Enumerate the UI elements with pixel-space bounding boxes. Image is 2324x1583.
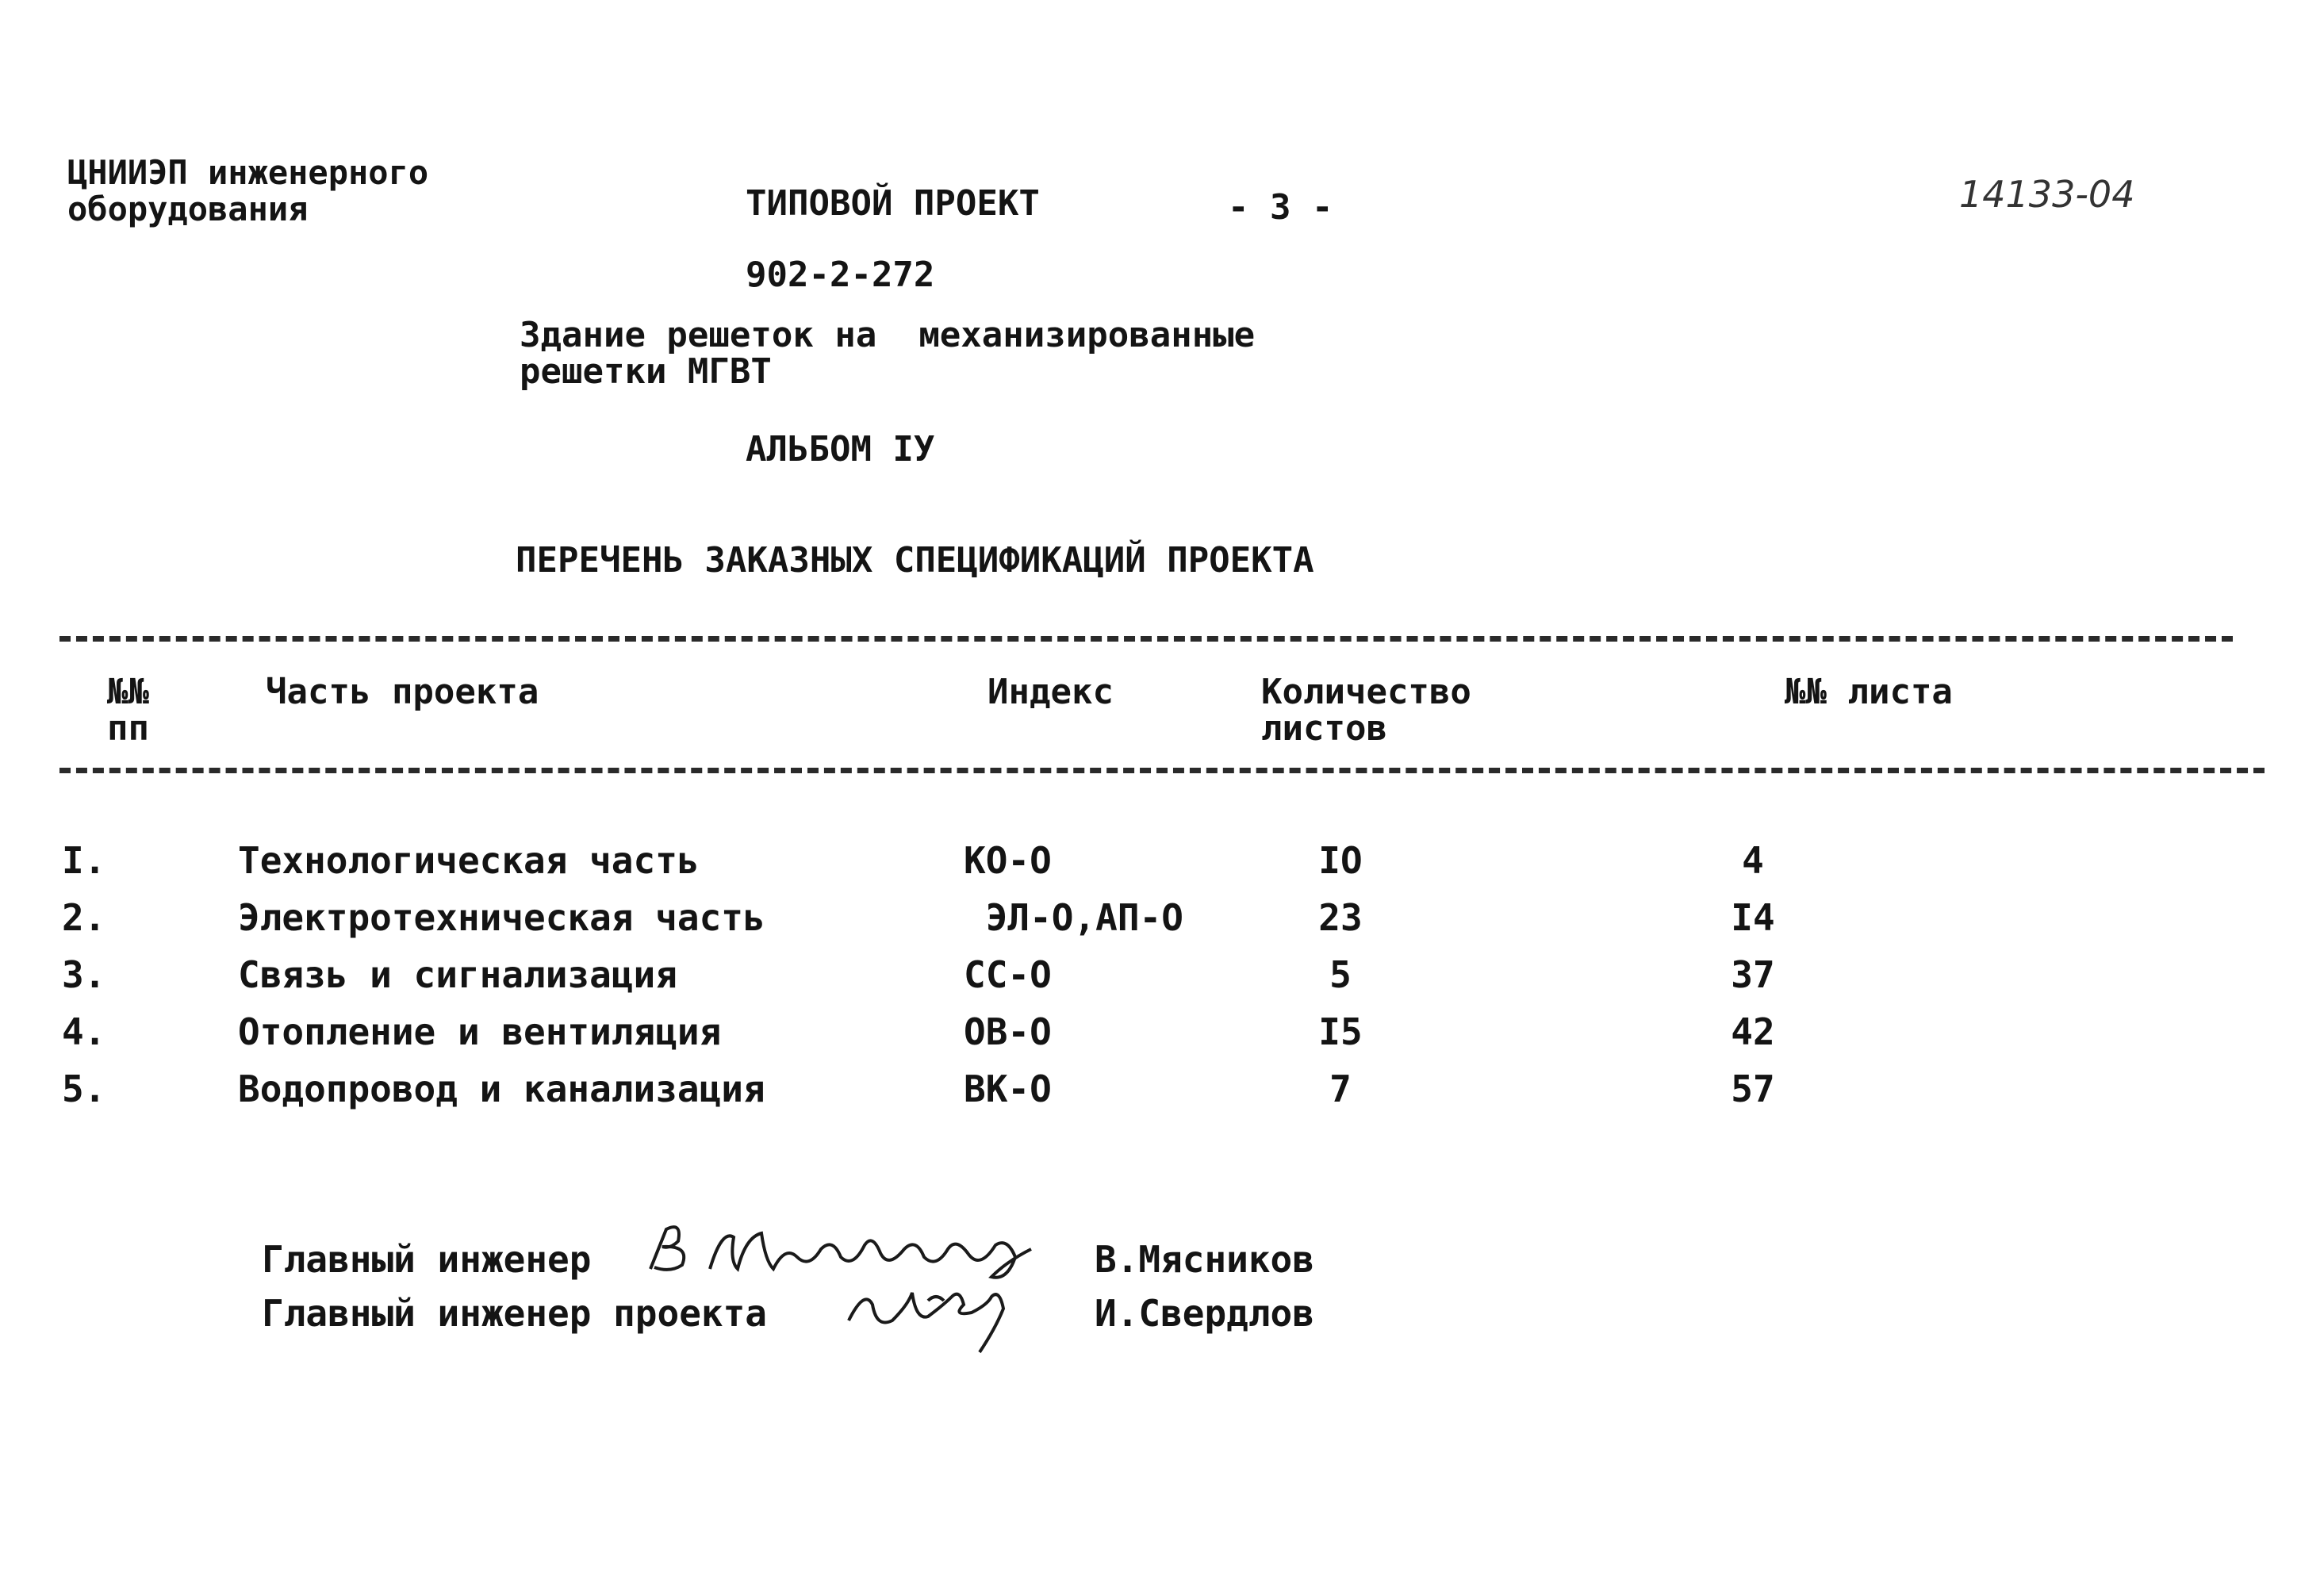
row-quantity: 23 (1318, 896, 1363, 939)
table-row (0, 839, 2324, 890)
table-top-rule (59, 636, 2233, 642)
row-sheet: 4 (1742, 839, 1764, 882)
row-part: Электротехническая часть (238, 896, 765, 939)
row-sheet: I4 (1731, 896, 1775, 939)
document-number: 14133-04 (1959, 173, 2135, 216)
column-header-part: Часть проекта (266, 672, 539, 712)
row-quantity: IO (1318, 839, 1363, 882)
row-sheet: 42 (1731, 1010, 1775, 1053)
table-header-rule (59, 768, 2265, 773)
building-name: Здание решеток на механизированные решетки МГВТ (520, 315, 1256, 392)
album-label: АЛЬБОМ IУ (746, 429, 935, 470)
row-part: Связь и сигнализация (238, 953, 677, 996)
row-quantity: I5 (1318, 1010, 1363, 1053)
table-row (0, 1010, 2324, 1061)
page-number: - 3 - (1228, 187, 1333, 228)
row-index: ВК-О (964, 1067, 1052, 1110)
row-index: ОВ-О (964, 1010, 1052, 1053)
table-row (0, 1067, 2324, 1118)
project-number: 902-2-272 (746, 255, 935, 295)
chief-project-engineer-name: И.Свердлов (1095, 1292, 1314, 1335)
table-row (0, 953, 2324, 1004)
row-quantity: 7 (1329, 1067, 1352, 1110)
row-index: КО-О (964, 839, 1052, 882)
row-index: ЭЛ-О,АП-О (964, 896, 1183, 939)
chief-engineer-name: В.Мясников (1095, 1238, 1314, 1281)
column-header-index: Индекс (988, 672, 1114, 712)
chief-engineer-label: Главный инженер (262, 1238, 592, 1281)
chief-project-engineer-label: Главный инженер проекта (262, 1292, 767, 1335)
row-number: 3. (62, 953, 106, 996)
organization-name: ЦНИИЭП инженерного оборудования (67, 153, 429, 228)
row-part: Водопровод и канализация (238, 1067, 765, 1110)
row-number: 5. (62, 1067, 106, 1110)
row-part: Отопление и вентиляция (238, 1010, 722, 1053)
row-number: 2. (62, 896, 106, 939)
row-sheet: 57 (1731, 1067, 1775, 1110)
row-number: I. (62, 839, 106, 882)
document-type-title: ТИПОВОЙ ПРОЕКТ (746, 183, 1040, 224)
row-part: Технологическая часть (238, 839, 700, 882)
column-header-sheet: №№ листа (1785, 672, 1953, 712)
row-index: СС-О (964, 953, 1052, 996)
row-number: 4. (62, 1010, 106, 1053)
row-quantity: 5 (1329, 953, 1352, 996)
table-row (0, 896, 2324, 947)
chief-project-engineer-signature (833, 1273, 1039, 1360)
list-title: ПЕРЕЧЕНЬ ЗАКАЗНЫХ СПЕЦИФИКАЦИЙ ПРОЕКТА (516, 540, 1314, 581)
column-header-quantity: Количество листов (1261, 672, 1471, 749)
row-sheet: 37 (1731, 953, 1775, 996)
column-header-number: №№ пп (107, 672, 149, 749)
